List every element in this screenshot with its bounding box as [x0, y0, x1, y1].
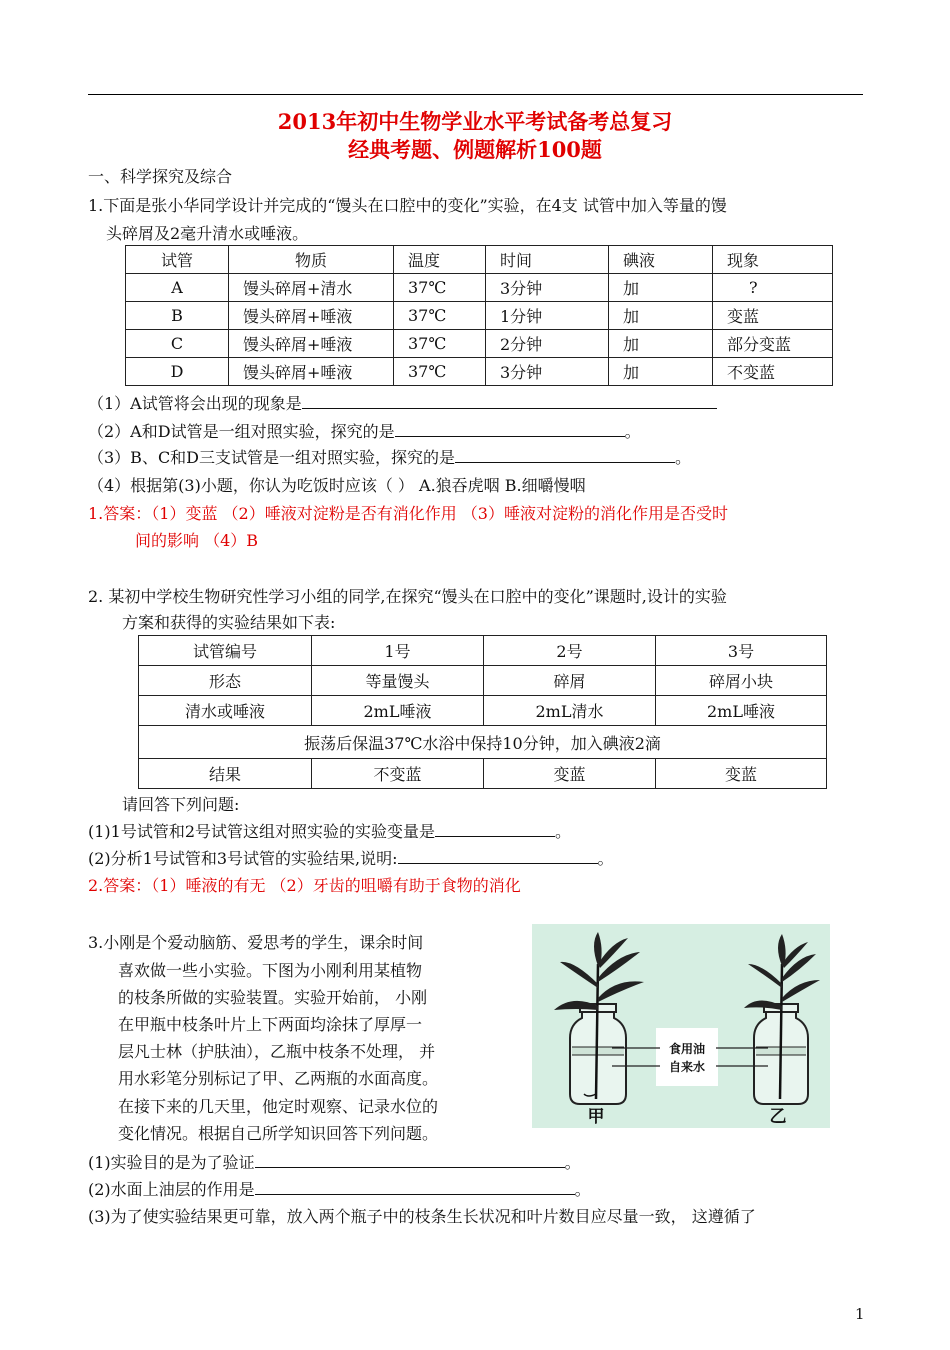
table-row — [139, 666, 827, 696]
label-yi: 乙 — [769, 1107, 787, 1127]
table-row — [139, 636, 827, 666]
q1-s2-text: （2）A和D试管是一组对照实验，探究的是 — [88, 422, 395, 441]
q1-subquestion-4: （4）根据第(3)小题，你认为吃饭时应该（ ） A.狼吞虎咽 B.细嚼慢咽 — [88, 476, 586, 495]
table-cell: 馒头碎屑+清水 — [229, 274, 394, 302]
table-cell: 清水或唾液 — [139, 696, 312, 726]
table-cell: 碎屑 — [484, 666, 656, 696]
table-cell: 37℃ — [394, 302, 486, 330]
table-cell: 馒头碎屑+唾液 — [229, 302, 394, 330]
q3-text-line: 在甲瓶中枝条叶片上下两面均涂抹了厚厚一 — [118, 1015, 423, 1034]
table-cell: 2mL唾液 — [312, 696, 484, 726]
q3-s1-text: (1)实验目的是为了验证 — [88, 1153, 255, 1172]
answer-blank[interactable] — [455, 448, 675, 463]
table-cell: 加 — [609, 274, 713, 302]
q1-table-header — [126, 246, 833, 274]
table-cell: 加 — [609, 358, 713, 386]
q1-s2-end: 。 — [624, 422, 641, 441]
q1-text-line2: 头碎屑及2毫升清水或唾液。 — [106, 224, 309, 243]
table-cell: 3分钟 — [486, 358, 609, 386]
table-cell: 1分钟 — [486, 302, 609, 330]
answer-blank[interactable] — [302, 394, 717, 409]
table-row — [139, 726, 827, 759]
q1-answer-line2: 间的影响 （4）B — [135, 531, 259, 550]
label-jia: 甲 — [587, 1107, 605, 1127]
q3-text-line: 的枝条所做的实验装置。实验开始前， 小刚 — [118, 988, 428, 1007]
table-cell: 2分钟 — [486, 330, 609, 358]
table-cell: C — [126, 330, 229, 358]
table-row — [126, 358, 833, 386]
table-cell: 变蓝 — [656, 759, 827, 789]
page-title: 2013年初中生物学业水平考试备考总复习 — [277, 109, 673, 134]
table-cell: 37℃ — [394, 274, 486, 302]
q3-subquestion-1 — [88, 1150, 581, 1173]
plant-bottles-illustration — [532, 924, 830, 1128]
table-header-cell: 时间 — [486, 246, 609, 274]
q3-s2-text: (2)水面上油层的作用是 — [88, 1180, 255, 1199]
table-row — [139, 696, 827, 726]
table-cell: 37℃ — [394, 358, 486, 386]
experiment-figure — [532, 924, 830, 1128]
table-cell: 2mL清水 — [484, 696, 656, 726]
table-cell: 等量馒头 — [312, 666, 484, 696]
table-cell: 馒头碎屑+唾液 — [229, 358, 394, 386]
q1-text-line1: 1.下面是张小华同学设计并完成的“馒头在口腔中的变化”实验，在4支 试管中加入等量的馒 — [88, 196, 727, 215]
q1-subquestion-3 — [88, 445, 691, 468]
q3-text-line: 变化情况。根据自己所学知识回答下列问题。 — [118, 1124, 439, 1143]
q1-s1-text: （1）A试管将会出现的现象是 — [88, 394, 302, 413]
table-cell: 3号 — [656, 636, 827, 666]
q3-s2-end: 。 — [574, 1180, 591, 1199]
table-cell: 碎屑小块 — [656, 666, 827, 696]
table-row — [126, 330, 833, 358]
q2-s1-end: 。 — [555, 822, 572, 841]
table-cell: 部分变蓝 — [713, 330, 833, 358]
table-cell: ? — [713, 274, 833, 302]
q2-s2-end: 。 — [597, 849, 614, 868]
table-cell: A — [126, 274, 229, 302]
table-cell: 1号 — [312, 636, 484, 666]
q1-s3-text: （3）B、C和D三支试管是一组对照实验，探究的是 — [88, 448, 456, 467]
table-cell: 不变蓝 — [312, 759, 484, 789]
table-cell: 形态 — [139, 666, 312, 696]
q2-table — [138, 635, 827, 789]
table-cell: 加 — [609, 330, 713, 358]
q2-subquestion-1 — [88, 819, 571, 842]
label-oil: 食用油 — [668, 1042, 706, 1056]
q3-text-line: 用水彩笔分别标记了甲、乙两瓶的水面高度。 — [118, 1069, 439, 1088]
label-water: 自来水 — [668, 1060, 706, 1074]
q1-s3-end: 。 — [675, 448, 692, 467]
answer-blank[interactable] — [255, 1153, 565, 1168]
table-cell: 变蓝 — [713, 302, 833, 330]
q2-s2-text: (2)分析1号试管和3号试管的实验结果,说明: — [88, 849, 398, 868]
table-header-cell: 物质 — [229, 246, 394, 274]
table-row — [126, 302, 833, 330]
q3-text-line: 3.小刚是个爱动脑筋、爱思考的学生，课余时间 — [88, 933, 424, 952]
table-cell: D — [126, 358, 229, 386]
table-cell: 3分钟 — [486, 274, 609, 302]
table-row — [126, 274, 833, 302]
table-cell: 加 — [609, 302, 713, 330]
table-cell: 2号 — [484, 636, 656, 666]
q2-text-line1: 2. 某初中学校生物研究性学习小组的同学,在探究“馒头在口腔中的变化”课题时,设计的实验 — [88, 587, 727, 606]
q1-table — [125, 245, 833, 386]
answer-blank[interactable] — [255, 1180, 575, 1195]
q1-subquestion-1 — [88, 391, 717, 414]
page-number: 1 — [855, 1305, 865, 1323]
q3-text-line: 喜欢做一些小实验。下图为小刚利用某植物 — [118, 961, 423, 980]
q3-subquestion-2 — [88, 1177, 591, 1200]
table-row — [139, 759, 827, 789]
top-rule — [88, 94, 863, 95]
q2-answer: 2.答案：（1）唾液的有无 （2）牙齿的咀嚼有助于食物的消化 — [88, 876, 521, 895]
table-merged-cell: 振荡后保温37℃水浴中保持10分钟，加入碘液2滴 — [139, 726, 827, 759]
q3-text-line: 层凡士林（护肤油），乙瓶中枝条不处理， 并 — [118, 1042, 436, 1061]
table-cell: 2mL唾液 — [656, 696, 827, 726]
page-subtitle: 经典考题、例题解析100题 — [348, 137, 602, 162]
q3-s1-end: 。 — [564, 1153, 581, 1172]
table-header-cell: 现象 — [713, 246, 833, 274]
q2-text-line2: 方案和获得的实验结果如下表: — [122, 613, 336, 632]
answer-blank[interactable] — [435, 822, 555, 837]
q3-subquestion-3: (3)为了使实验结果更可靠，放入两个瓶子中的枝条生长状况和叶片数目应尽量一致， 这遵循了 — [88, 1207, 756, 1226]
table-header-cell: 温度 — [394, 246, 486, 274]
q1-answer-line1: 1.答案：（1）变蓝 （2）唾液对淀粉是否有消化作用 （3）唾液对淀粉的消化作用是否受时 — [88, 504, 728, 523]
table-cell: 37℃ — [394, 330, 486, 358]
q3-text-line: 在接下来的几天里，他定时观察、记录水位的 — [118, 1097, 439, 1116]
q1-subquestion-2 — [88, 419, 641, 442]
q2-prompt: 请回答下列问题: — [122, 795, 240, 814]
answer-blank[interactable] — [398, 849, 598, 864]
table-cell: B — [126, 302, 229, 330]
table-header-cell: 碘液 — [609, 246, 713, 274]
table-header-cell: 试管 — [126, 246, 229, 274]
q2-s1-text: (1)1号试管和2号试管这组对照实验的实验变量是 — [88, 822, 436, 841]
table-cell: 变蓝 — [484, 759, 656, 789]
q2-subquestion-2 — [88, 846, 614, 869]
table-cell: 试管编号 — [139, 636, 312, 666]
section-heading: 一、科学探究及综合 — [88, 167, 233, 186]
answer-blank[interactable] — [395, 422, 625, 437]
table-cell: 结果 — [139, 759, 312, 789]
table-cell: 馒头碎屑+唾液 — [229, 330, 394, 358]
table-cell: 不变蓝 — [713, 358, 833, 386]
